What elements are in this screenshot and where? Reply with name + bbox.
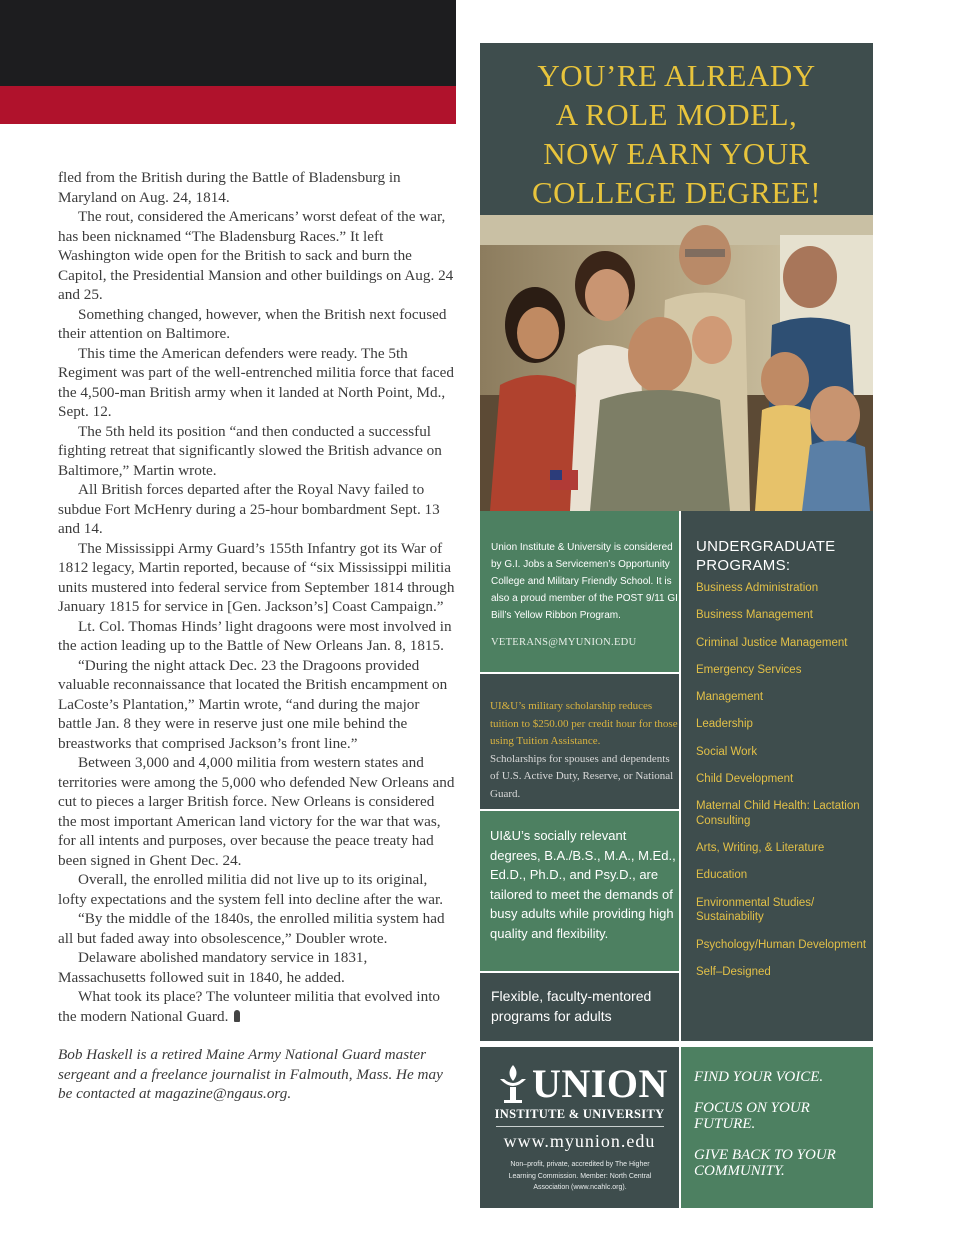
program-item: Social Work xyxy=(696,745,758,758)
ad-headline-line: YOU’RE ALREADY xyxy=(537,58,816,93)
programs-box xyxy=(681,511,873,1041)
veterans-text: Union Institute & University is considered by G.I. Jobs a Servicemen’s Opportunity College and Military Friendly School. It is also a proud member of the POST 9/11 GI Bill’s Yellow Ribbon Program. xyxy=(491,542,678,621)
website-url[interactable]: www.myunion.edu xyxy=(503,1131,656,1151)
flexible-text: Flexible, faculty-mentored programs for adults xyxy=(491,988,652,1024)
logo-divider xyxy=(496,1126,664,1127)
header-black-band xyxy=(0,0,456,86)
article-paragraph: This time the American defenders were ready. The 5th Regiment was part of the well-entrenched militia force that faced the 4,500-man British army when it landed at North Point, Md., Sept. 12. xyxy=(58,344,454,420)
article-paragraph: The 5th held its position “and then conducted a successful fighting retreat that significantly slowed the British advance on Baltimore,” Martin wrote. xyxy=(58,422,442,479)
article-paragraph: Between 3,000 and 4,000 militia from western states and territories were among the 5,000 who defended New Orleans and cut to pieces a larger British force. New Orleans is considered the most important American land victory for the war that was, for all intents and purposes, over because the peace treaty had been signed in Ghent Dec. 24. xyxy=(58,754,455,869)
article-paragraph: “By the middle of the 1840s, the enrolled militia system had all but faded away into obsolescence,” Doubler wrote. xyxy=(58,910,445,947)
degrees-text: UI&U’s socially relevant degrees, B.A./B.S., M.A., M.Ed., Ed.D., Ph.D., and Psy.D., are tailored to meet the demands of busy adults while providing high quality and flexibility. xyxy=(490,828,676,941)
program-item: Environmental Studies/ Sustainability xyxy=(696,896,815,924)
article-paragraph: Overall, the enrolled militia did not live up to its original, lofty expectations and the system fell into decline after the war. xyxy=(58,871,444,908)
union-logo xyxy=(496,1061,668,1106)
family-photo xyxy=(480,215,873,511)
program-item: Psychology/Human Development xyxy=(696,938,867,951)
programs-title: UNDERGRADUATE PROGRAMS: xyxy=(696,538,836,574)
program-item: Self–Designed xyxy=(696,965,771,978)
program-item: Business Administration xyxy=(696,582,819,594)
slogan-box xyxy=(681,1047,873,1208)
slogan-line: FIND YOUR VOICE. xyxy=(694,1069,824,1085)
article-body xyxy=(58,168,456,1104)
article-paragraph: The rout, considered the Americans’ worst defeat of the war, has been nicknamed “The Bladensburg Races.” It left Washington wide open for the British to sack and burn the Capitol, the Presidential Mansion and other buildings on Aug. 24 and 25. xyxy=(58,208,454,303)
header-red-band xyxy=(0,86,456,124)
ad-headline-line: NOW EARN YOUR xyxy=(543,136,810,171)
family-photo-illustration xyxy=(480,215,873,511)
article-paragraph: Delaware abolished mandatory service in 1831, Massachusetts followed suit in 1840, he added. xyxy=(58,949,368,986)
accreditation-text: Non–profit, private, accredited by The Higher Learning Commission. Member: North Central Association (www.ncahlc.org). xyxy=(508,1161,652,1191)
program-item: Management xyxy=(696,691,764,704)
slogan-line: GIVE BACK TO YOUR COMMUNITY. xyxy=(694,1147,836,1179)
scholarship-box xyxy=(480,674,679,809)
program-item: Child Development xyxy=(696,773,794,786)
article-paragraph-last xyxy=(58,987,456,1026)
flexible-box xyxy=(480,973,679,1041)
author-bio: Bob Haskell is a retired Maine Army National Guard master sergeant and a freelance journalist in Falmouth, Mass. He may be contacted at magazine@ngaus.org. xyxy=(58,1046,443,1102)
program-item: Criminal Justice Management xyxy=(696,636,848,649)
scholarship-highlight: UI&U’s military scholarship reduces tuition to $250.00 per credit hour for those using Tuition Assistance. xyxy=(490,700,678,747)
article-paragraph: Something changed, however, when the British next focused their attention on Baltimore. xyxy=(58,305,447,342)
article-paragraph-text: What took its place? The volunteer militia that evolved into the modern National Guard. xyxy=(58,988,441,1025)
logo-subtitle: INSTITUTE & UNIVERSITY xyxy=(494,1107,665,1121)
programs-list xyxy=(681,581,873,979)
program-item: Arts, Writing, & Literature xyxy=(696,842,825,855)
end-of-story-icon xyxy=(234,1010,240,1022)
degrees-box xyxy=(480,811,679,971)
article-paragraph: The Mississippi Army Guard’s 155th Infantry got its War of 1812 legacy, Martin reported, because of “six Mississippi militia units mustered into federal service from September 1814 through January 1815 for service in [Gen. Jackson’s] Coast Campaign.” xyxy=(58,539,455,615)
article-paragraph: “During the night attack Dec. 23 the Dragoons provided valuable reconnaissance that located the British encampment on LaCoste’s Plantation,” Martin wrote, “and during the major battle Jan. 8 they were in reserve just one mile behind the breastworks that comprised Jackson’s front line.” xyxy=(58,656,448,752)
slogan-line: FOCUS ON YOUR FUTURE. xyxy=(694,1100,810,1132)
logo-wordmark: UNION xyxy=(532,1061,668,1106)
veterans-info-box xyxy=(480,511,679,672)
program-item: Emergency Services xyxy=(696,663,802,676)
ad-headline-box xyxy=(480,43,873,215)
article-paragraph: fled from the British during the Battle of Bladensburg in Maryland on Aug. 24, 1814. xyxy=(58,169,401,206)
article-paragraph: Lt. Col. Thomas Hinds’ light dragoons were most involved in the action leading up to the Battle of New Orleans Jan. 8, 1815. xyxy=(58,617,452,654)
ad-headline-line: A ROLE MODEL, xyxy=(555,97,798,132)
union-institute-ad xyxy=(480,43,873,1208)
program-item: Business Management xyxy=(696,609,813,622)
program-item: Education xyxy=(696,869,748,882)
program-item: Maternal Child Health: Lactation Consulting xyxy=(696,800,860,827)
article-paragraph: All British forces departed after the Royal Navy failed to subdue Fort McHenry during a 25-hour bombardment Sept. 13 and 14. xyxy=(58,481,440,537)
torch-icon xyxy=(496,1063,530,1105)
program-item: Leadership xyxy=(696,718,753,731)
ad-headline-line: COLLEGE DEGREE! xyxy=(531,175,822,210)
union-logo-box xyxy=(480,1047,679,1208)
scholarship-text: Scholarships for spouses and dependents of U.S. Active Duty, Reserve, or National Guard. xyxy=(490,752,674,800)
veterans-email[interactable]: VETERANS@MYUNION.EDU xyxy=(491,637,637,648)
